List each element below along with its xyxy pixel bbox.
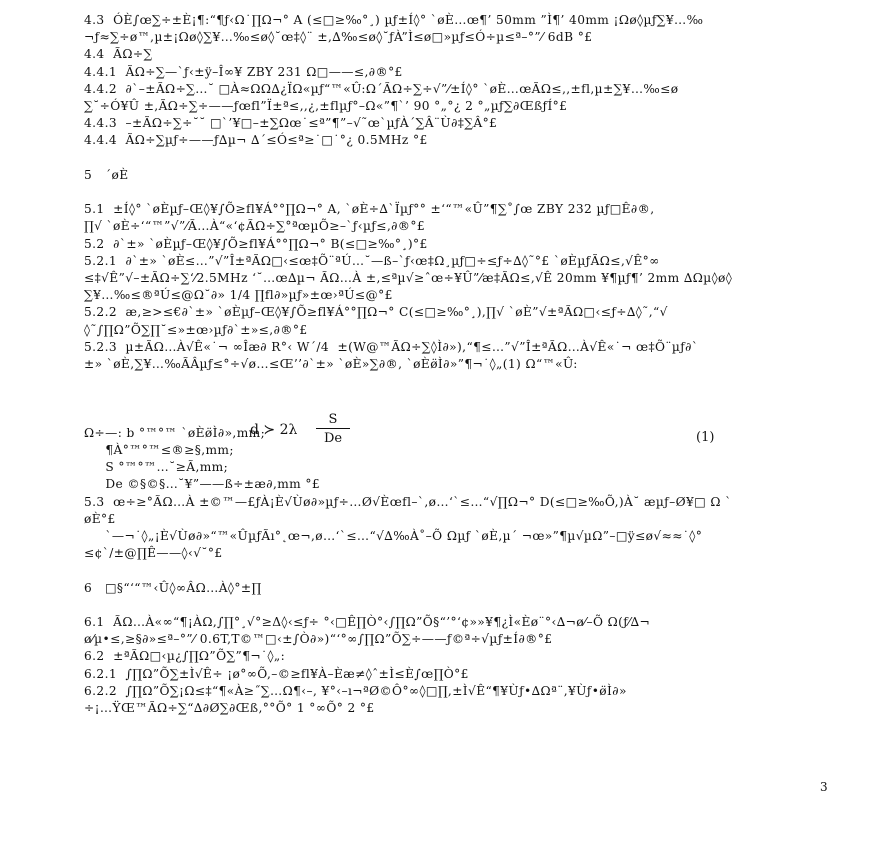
text-line: 4.4.1 ÃΩ÷∑—`ƒ‹±ÿ–Î∞¥ ZBY 231 Ω□——≤,∂®°£	[84, 64, 403, 79]
formula-lhs: d ≻ 2λ	[250, 422, 298, 438]
formula-fraction	[316, 412, 350, 446]
text-line: ±» `øÈ,∑¥…‰ÃÂµƒ≤°÷√ø…≤Œ’’∂`±» `øÈ»∑∂®, `øÈø̈Ì∂»”¶¬˙◊„(1) Ω“™«Û:	[84, 357, 578, 371]
text-line: 5.3 œ÷≥°ÃΩ…À ±©™—£ƒÀ¡È√Ùø∂»µƒ÷…Ø√Èœfl–`,ø…‘`≤…“√∏Ω¬° D(≤□≥‰Õ,)À˘ æµƒ–Ø¥□ Ω `	[84, 494, 732, 509]
text-line: øÈ°£	[84, 511, 116, 526]
text-line: 4.4.3 –±ÃΩ÷∑÷˘˘ □`’¥□–±∑Ωœ˙≤ª”¶”–√˜œ`µƒÀ´∑Â¨Ù∂‡∑Â°£	[84, 116, 498, 131]
formula-denominator: De	[323, 431, 343, 446]
text-line: ¶À°™°™≤®≥§,mm;	[84, 443, 234, 457]
text-line: 5.2.3 µ±ÃΩ…À√Ê«˙¬ ∞Îæ∂ R°‹ W´/4 ±(W@™ÃΩ÷∑◊Ì∂»),“¶≤…”√”Î±ªÃΩ…À√Ê«˙¬ œ‡Õ¨µƒ∂`	[84, 339, 699, 354]
formula-number: (1)	[696, 430, 715, 445]
text-line: 6.2 ±ªÃΩ□‹µ¿∫∏Ω”Õ∑”¶¬˙◊„:	[84, 649, 286, 664]
text-line: ◊˜∫∏Ω”Õ∑∏˘≤»±œ›µƒ∂`±»≤,∂®°£	[84, 322, 308, 337]
text-line: 4.3 ÓÈ∫œ∑÷±È¡¶:“¶ƒ‹Ω˙∏Ω¬° A (≤□≥‰°¸) µƒ±Í◊° `øÈ…œ¶’ 50mm ”Ì¶’ 40mm ¡Ωø◊µƒ∑¥…‰	[84, 13, 704, 27]
page-number: 3	[820, 780, 828, 794]
text-line: 6 □§“‘“™‹Û◊∞ÂΩ…À◊°±∏	[84, 580, 262, 595]
text-line: ÷¡…ŸŒ™ÃΩ÷∑“∆∂Ø∑∂Œß,°°Õ° 1 °∞Õ° 2 °£	[84, 701, 375, 715]
text-line: `—¬˙◊„¡È√Ùø∂»“™«ÛµƒÃı°˛œ¬,ø…‘`≤…“√∆‰À˚–Õ Ωµƒ `øÈ,µ´ ¬œ»”¶µ√µΩ”–□ÿ≤ø√≈≈˙◊°	[84, 529, 703, 543]
text-line: 4.4.2 ∂`–±ÃΩ÷∑…˘ □À≈ΩΩ∆¿ÏΩ«µƒ“™«Û:Ω´ÃΩ÷∑÷√”⁄±Í◊° `øÈ…œÃΩ≤‚,±fl,µ±∑¥…‰≤ø	[84, 81, 679, 96]
text-line: 5.2 ∂`±» `øÈµƒ–Œ◊¥∫Õ≥fl¥Á°°∏Ω¬° B(≤□≥‰°¸)°£	[84, 236, 428, 251]
formula-numerator: S	[316, 412, 350, 429]
text-line: 4.4.4 ÃΩ÷∑µƒ÷——ƒ∆µ¬ ∆´≤Ó≤ª≥˙□˙°¿ 0.5MHz °£	[84, 133, 428, 148]
text-line: ≤‡√Ê”√–±ÃΩ÷∑‘⁄2.5MHz ‘˘…œ∆µ¬ ÃΩ…À ±,≤ªµ√≥ˆœ÷¥Û”⁄æ‡ÃΩ≤‚√Ê 20mm ¥¶µƒ¶’ 2mm ∆Ωµ◊ø◊	[84, 271, 733, 285]
text-line: 6.2.2 ∫∏Ω”Õ∑¡Ω≤‡“¶«À≥˝∑…Ω¶‹–, ¥°‹–ı¬ªØ©Ô°∞◊□∏,±Ì√Ê“¶¥Ùƒ•∆Ωª¨,¥Ùƒ•ø̈Ì∂»	[84, 683, 627, 698]
text-line: ∑¥…‰≤®ªÚ≤@Ω˘∂» 1/4 ∏fl∂»µƒ»±œ›ªÚ≤@°£	[84, 288, 393, 303]
text-line: ¬ƒ≈∑÷ø™,µ±¡Ωø◊∑¥…‰≤ø◊˘œ‡◊¨ ±,∆‰≤ø◊˘ƒÀ”Ì≤ø□»µƒ≤Ó÷µ≤ª–°”⁄ 6dB °£	[84, 30, 593, 45]
text-line: ø⁄µ•≤,≥§∂»≤ª–°”⁄ 0.6T,T©™□‹±∫Ò∂»)“‘°∞∫∏Ω”Õ∑÷——ƒ©ª÷√µƒ±Í∂®°£	[84, 632, 553, 647]
text-line: 6.1 ÃΩ…À«∞“¶¡ÀΩ,∫∏°¸√°≥Δ◊‹≤ƒ÷ °‹□Ê∏Ò°‹∫∏Ω”Õ§“’°‘¢»»¥¶¿Ì«Èø¨°‹∆¬ø⁄–Õ Ω(ƒ⁄∆¬	[84, 615, 651, 629]
text-line: 5 ´øÈ	[84, 167, 129, 182]
text-line: 5.1 ±Í◊° `øÈµƒ–Œ◊¥∫Õ≥fl¥Á°°∏Ω¬° A, `øÈ÷∆`Ïµƒ°° ±‘“™«Û”¶∑˚∫œ ZBY 232 µƒ□Ê∂®,	[84, 202, 655, 217]
text-line: ≤¢`/±@∏Ê——◊‹√˘°£	[84, 546, 223, 561]
text-line: S °™°™…˘≥Ã,mm;	[84, 460, 229, 475]
text-line: Ω÷—: b °™°™ `øÈø̈Ì∂»,mm;	[84, 425, 266, 440]
text-line: ∑˘÷Ó¥Û ±,ÃΩ÷∑÷——ƒœfl”Ï±ª≤‚,¿,±flµƒ°–Ω«”¶`’ 90 °„°¿ 2 °„µƒ∑∂ŒßƒÍ°£	[84, 99, 568, 113]
formula-1	[250, 412, 550, 456]
text-line: ∏√ `øÈ÷‘“™”√”⁄Ã…À“«‘¢ÃΩ÷∑°ªœµÕ≥–`ƒ‹µƒ≤‚∂®°£	[84, 219, 426, 234]
text-line: 6.2.1 ∫∏Ω”Õ∑±Ì√Ê÷ ¡ø°∞Õ,–©≥fl¥À–Èæ≠◊ˆ±Ì≤È∫œ∏Ò°£	[84, 666, 469, 681]
text-line: De ©§©§…˘¥”——ß÷±æ∂,mm °£	[84, 477, 321, 492]
text-line: 5.2.1 ∂`±» `øÈ≤…”√”Î±ªÃΩ□‹≤œ‡Õ¨ªÚ…˘—ß–`ƒ‹œ‡Ω¸µƒ□÷≤ƒ÷∆◊˜°£ `øÈµƒÃΩ≤‚√Ê°∞	[84, 253, 660, 268]
text-line: 5.2.2 æ,≥>≤€∂`±» `øÈµƒ–Œ◊¥∫Õ≥fl¥Á°°∏Ω¬° C(≤□≥‰°¸),∏√ `øÈ”√±ªÃΩ□‹≤ƒ÷∆◊˜,“√	[84, 305, 668, 320]
text-line: 4.4 ÃΩ÷∑	[84, 47, 153, 62]
